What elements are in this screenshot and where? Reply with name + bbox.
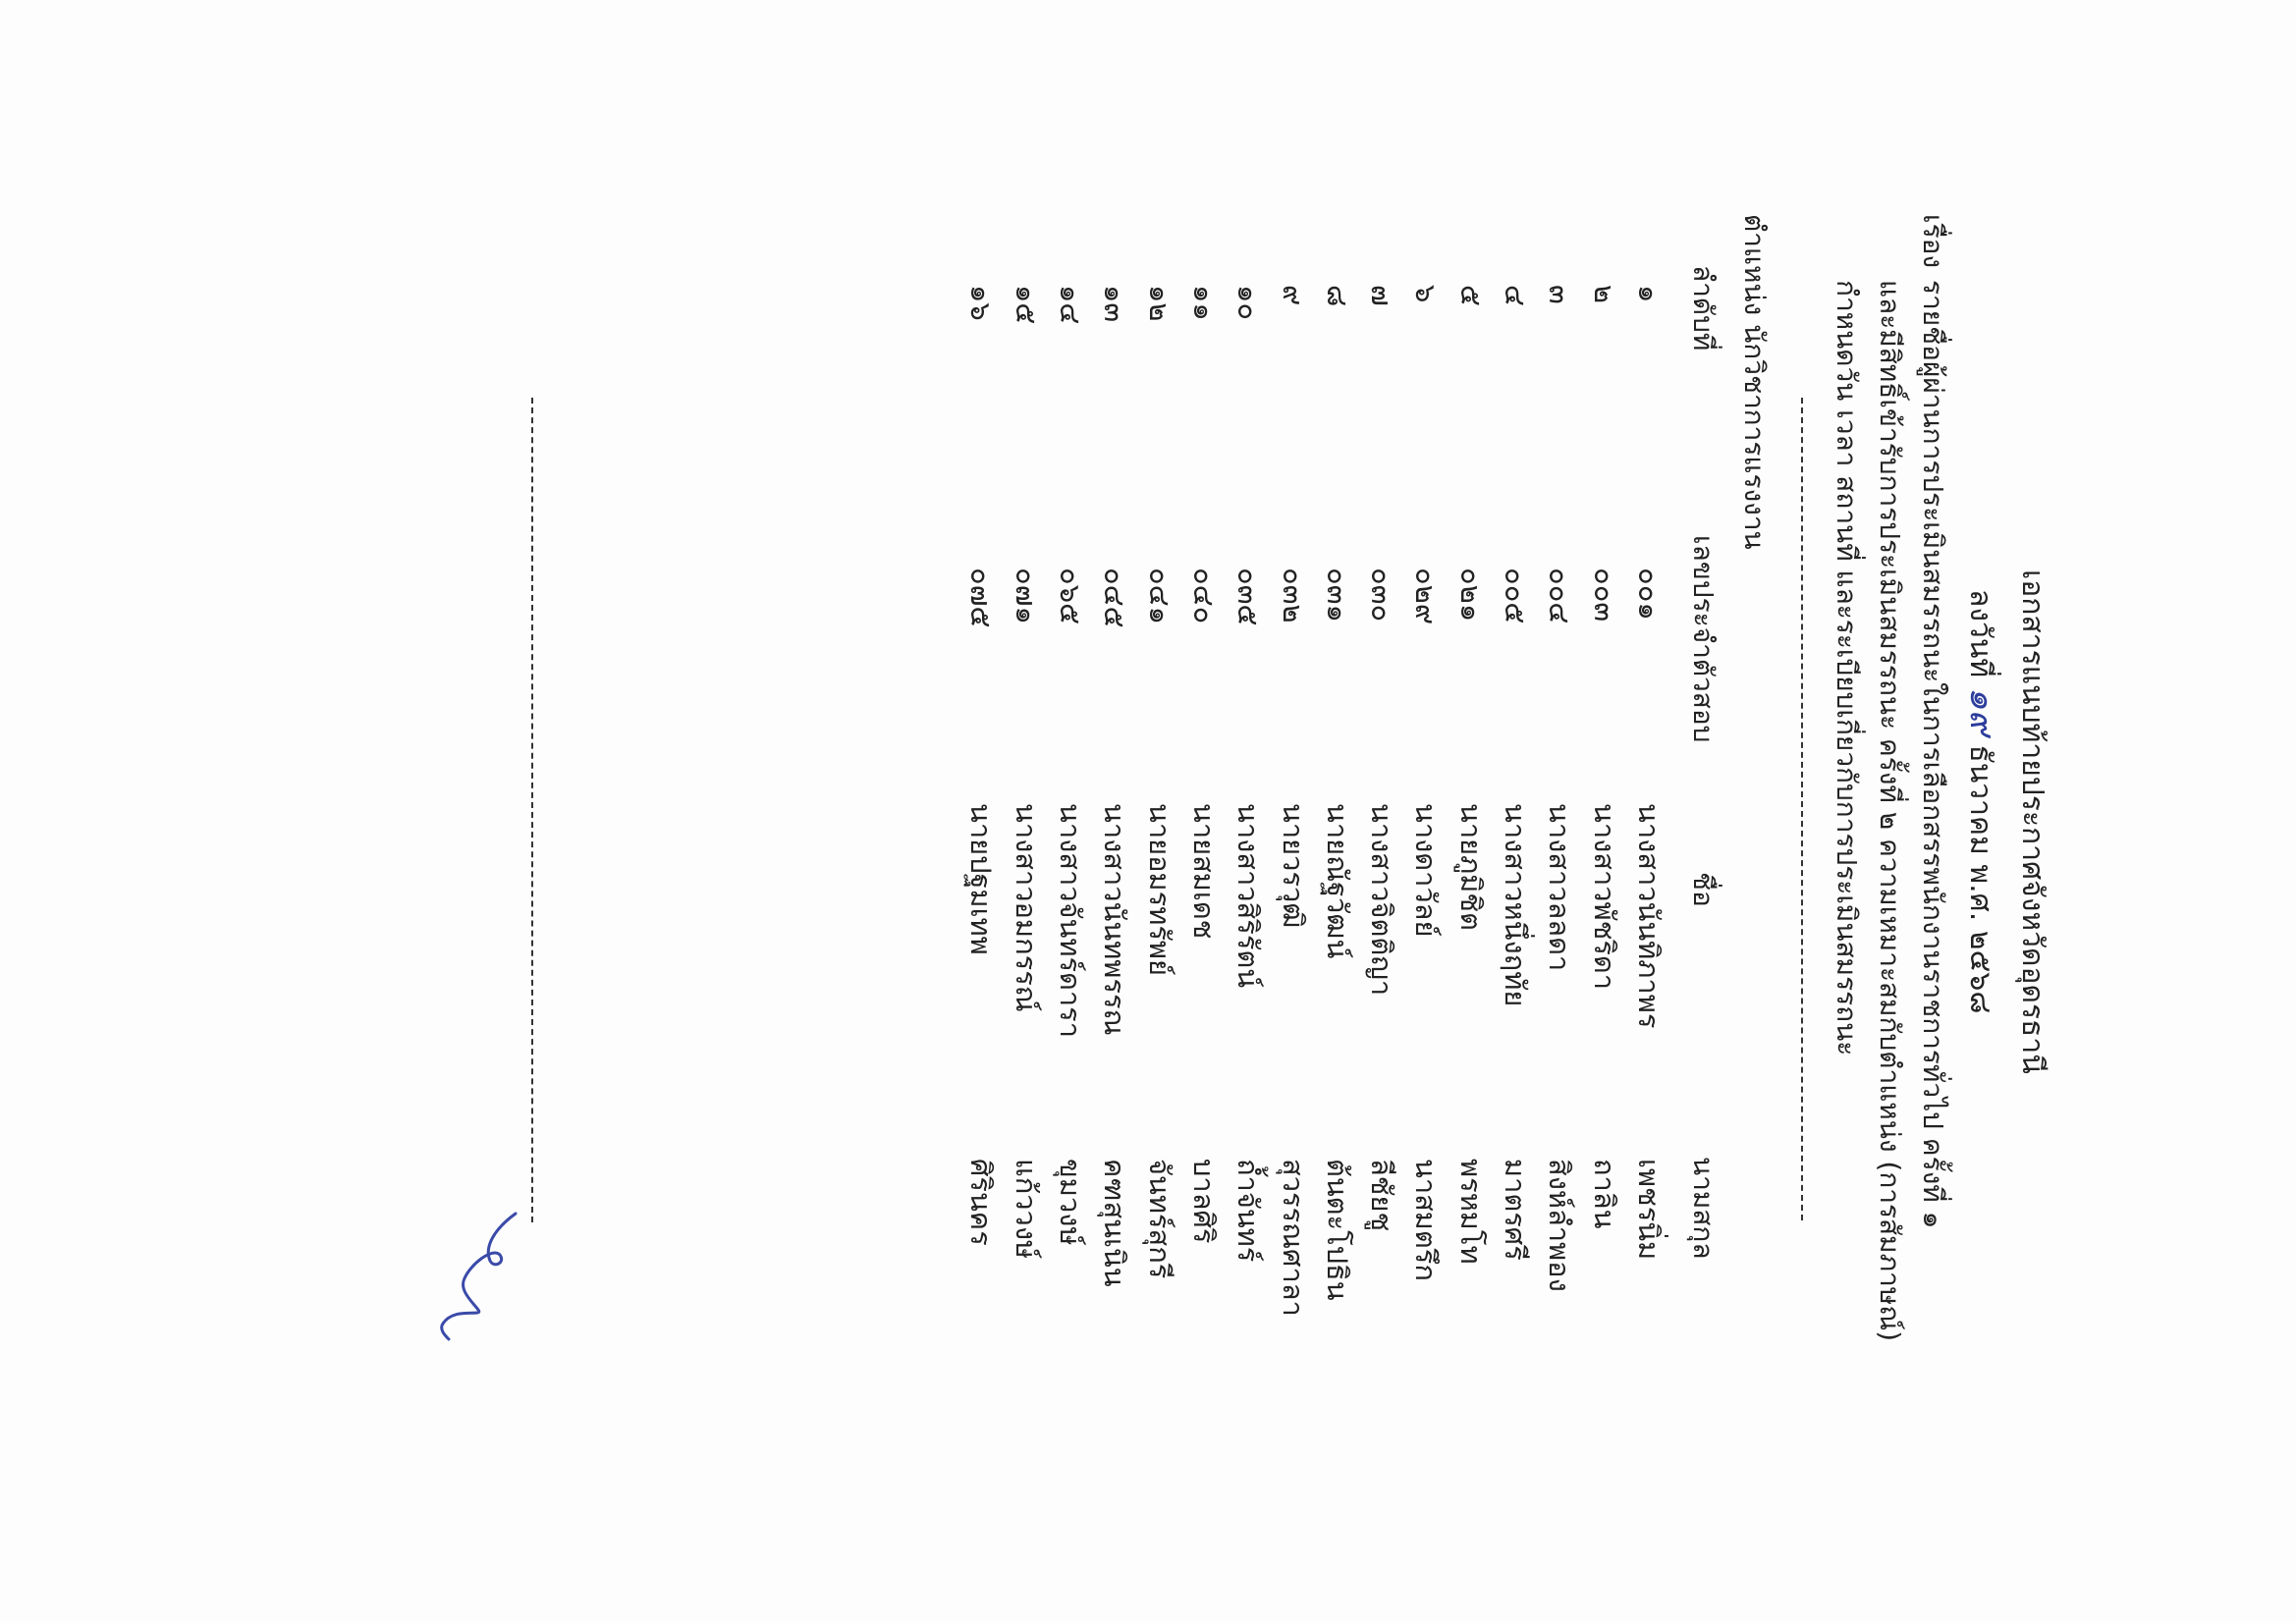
table-row: [1098, 0, 1137, 1623]
row-order: ๑๐: [1231, 285, 1266, 321]
row-order: ๗: [1365, 285, 1399, 306]
row-exam-no: ๐๐๔: [1543, 568, 1577, 624]
row-order: ๓: [1543, 285, 1577, 304]
row-name: นางสาวอมกรรณ์: [1009, 803, 1043, 1012]
row-name: นายสมเดช: [1187, 803, 1221, 940]
table-row: [1410, 0, 1449, 1623]
col-header-name: ชื่อ: [1687, 872, 1720, 907]
col-header-surname: นามสกุล: [1687, 1157, 1720, 1260]
row-name: นายอมรทรัพย์: [1142, 803, 1176, 977]
table-row: [965, 0, 1005, 1623]
row-exam-no: ๐๐๑: [1632, 568, 1666, 621]
row-surname: พรหมโท: [1453, 1159, 1488, 1265]
col-header-exam-no: เลขประจำตัวสอบ: [1687, 535, 1720, 743]
row-name: นางสาวจันทร์ดารา: [1054, 803, 1088, 1039]
subject-line-2: และมีสิทธิ์เข้ารับการประเมินสมรรถนะ ครั้งที่ ๒ ความเหมาะสมกับตำแหน่ง (การสัมภาษณ์): [1874, 280, 1906, 1342]
table-row: [1321, 0, 1360, 1623]
table-row: [1277, 0, 1316, 1623]
row-surname: แก้ววงษ์: [1009, 1159, 1043, 1260]
row-exam-no: ๐๓๒: [1276, 568, 1310, 623]
row-name: นางสาวลลดา: [1543, 803, 1577, 972]
row-order: ๙: [1276, 285, 1310, 306]
document-title: เอกสารแนบท้ายประกาศจังหวัดอุดรธานี: [2015, 569, 2050, 1074]
table-row: [1543, 0, 1582, 1623]
date-month-year: ธันวาคม พ.ศ. ๒๕๖๘: [1963, 744, 1997, 1014]
row-order: ๔: [1499, 285, 1533, 306]
row-surname: ศิรินคร: [964, 1159, 999, 1246]
row-name: นางสาวหนึ่งฤทัย: [1499, 803, 1533, 1007]
row-exam-no: ๐๓๑: [1320, 568, 1354, 622]
table-row: [1054, 0, 1093, 1623]
row-name: นางดาวัลย์: [1409, 803, 1444, 938]
row-exam-no: ๐๓๐: [1365, 568, 1399, 622]
row-order: ๕: [1453, 285, 1488, 306]
row-surname: สิงห์ลำพอง: [1543, 1159, 1577, 1292]
table-row: [1187, 0, 1227, 1623]
date-day-handwritten: ๑๙: [1962, 686, 2002, 735]
row-exam-no: ๐๐๓: [1587, 568, 1621, 622]
subject-label: เรื่อง: [1917, 214, 1949, 269]
row-surname: เพชรนิ่ม: [1632, 1159, 1666, 1261]
row-order: ๘: [1320, 285, 1354, 307]
row-surname: ต้นตะโปธิน: [1320, 1159, 1354, 1301]
row-name: นายณัฐวัฒน์: [1320, 803, 1354, 959]
subject-line-1: รายชื่อผู้ผ่านการประเมินสมรรถนะในการเลือกสรรพนักงานราชการทั่วไป ครั้งที่ ๑: [1917, 280, 1949, 1229]
row-exam-no: ๐๖๕: [1054, 568, 1088, 625]
row-surname: ลีชัยชู: [1365, 1159, 1399, 1232]
row-surname: มาตรศรี: [1499, 1159, 1533, 1261]
row-exam-no: ๐๓๕: [1231, 568, 1266, 626]
row-surname: นาสมตรึก: [1409, 1159, 1444, 1281]
row-exam-no: ๐๒๙: [1409, 568, 1444, 625]
row-surname: คฑสุนเนิน: [1098, 1159, 1132, 1287]
table-row: [1231, 0, 1271, 1623]
row-exam-no: ๐๔๕: [1098, 568, 1132, 628]
row-order: ๑๓: [1098, 285, 1132, 323]
row-name: นายวรวุฒิ: [1276, 803, 1310, 929]
row-surname: จันทร์สุกรี: [1142, 1159, 1176, 1279]
row-surname: ขุมวงษ์: [1054, 1159, 1088, 1246]
table-row: [1010, 0, 1049, 1623]
row-name: นางสาวสิริรัตน์: [1231, 803, 1266, 989]
row-surname: สุวรรณศาลา: [1276, 1159, 1310, 1317]
table-row: [1632, 0, 1671, 1623]
col-header-order: ลำดับที่: [1687, 265, 1720, 352]
header-divider: [1801, 398, 1803, 1220]
row-surname: ถาลิน: [1587, 1159, 1621, 1229]
row-surname: ถ้ำจันทร์: [1231, 1159, 1266, 1263]
row-order: ๑๔: [1054, 285, 1088, 325]
row-name: นางสาวพัชริดา: [1587, 803, 1621, 991]
table-row: [1454, 0, 1494, 1623]
row-exam-no: ๐๒๑: [1453, 568, 1488, 622]
row-order: ๑๑: [1187, 285, 1221, 321]
row-name: นายภูมิชิต: [1453, 803, 1488, 931]
position-label: ตำแหน่ง: [1738, 214, 1771, 316]
row-name: นางสาวนันทพรรณ: [1098, 803, 1132, 1036]
subject-line-3: กำหนดวัน เวลา สถานที่ และระเบียบเกี่ยวกับการประเมินสมรรถนะ: [1831, 280, 1863, 1056]
row-order: ๑: [1632, 285, 1666, 303]
row-order: ๖: [1409, 285, 1444, 303]
row-exam-no: ๐๔๑: [1142, 568, 1176, 625]
row-surname: บาลศิริ: [1187, 1159, 1221, 1244]
position-line: [1732, 214, 1776, 550]
row-order: ๑๕: [1009, 285, 1043, 325]
position-value: นักวิชาการแรงงาน: [1738, 324, 1771, 550]
table-row: [1499, 0, 1538, 1623]
document-date: [1955, 589, 2011, 1013]
row-exam-no: ๐๔๐: [1187, 568, 1221, 624]
row-exam-no: ๐๐๕: [1499, 568, 1533, 624]
footer-divider: [531, 398, 533, 1222]
row-name: นางสาวนันทิภาพร: [1632, 803, 1666, 1029]
date-prefix: ลงวันที่: [1963, 589, 1997, 678]
table-row: [1143, 0, 1182, 1623]
row-order: ๒: [1587, 285, 1621, 304]
table-row: [1365, 0, 1404, 1623]
row-exam-no: ๐๗๑: [1009, 568, 1043, 624]
signature-mark: [406, 1208, 523, 1345]
row-exam-no: ๐๗๕: [964, 568, 999, 628]
row-order: ๑๖: [964, 285, 999, 321]
row-name: นายปฐมเทพ: [964, 803, 999, 955]
table-row: [1588, 0, 1627, 1623]
row-order: ๑๒: [1142, 285, 1176, 322]
row-name: นางสาวจิตติญา: [1365, 803, 1399, 997]
